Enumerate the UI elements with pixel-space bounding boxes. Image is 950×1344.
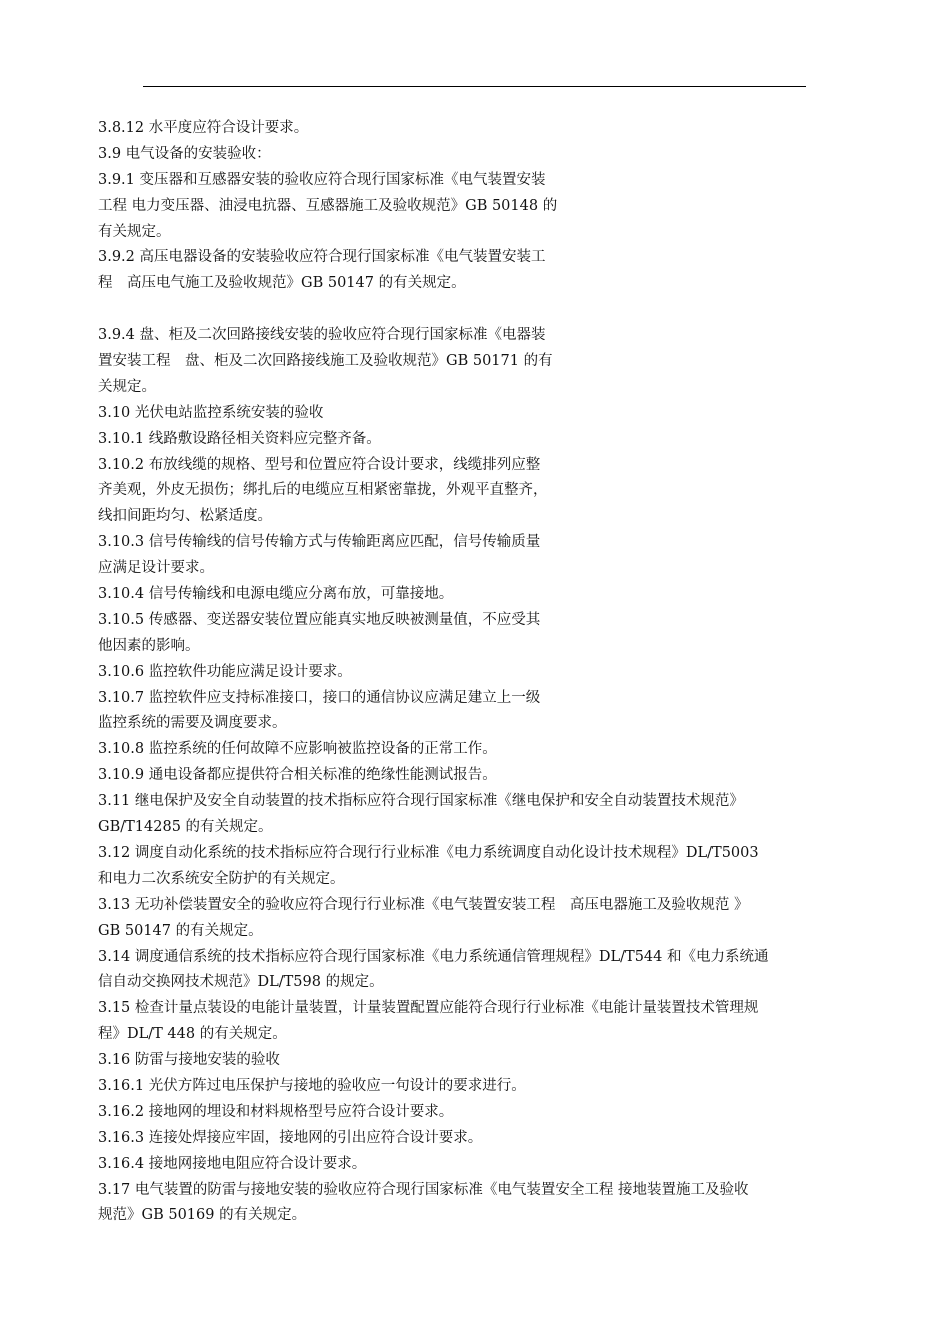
text-line: 3.8.12 水平度应符合设计要求。 [98,120,309,136]
paragraph-gap [98,297,868,323]
paragraph [98,401,868,427]
text-line: 3.10.1 线路敷设路径相关资料应完整齐备。 [98,430,381,447]
text-line: 3.10.4 信号传输线和电源电缆应分离布放，可靠接地。 [98,586,454,603]
text-line: 有关规定。 [98,223,171,240]
text-line: 3.16.3 连接处焊接应牢固，接地网的引出应符合设计要求。 [98,1129,483,1146]
paragraph [98,1048,868,1074]
text-line: GB/T14285 的有关规定。 [98,819,273,836]
text-line: 3.14 调度通信系统的技术指标应符合现行国家标准《电力系统通信管理规程》DL/T544 和《电力系统通 [98,948,769,965]
text-line: 3.13 无功补偿装置安全的验收应符合现行行业标准《电气装置安装工程 高压电器施工及验收规范 》 [98,896,749,913]
paragraph [98,1074,868,1100]
text-line: 3.16.2 接地网的埋设和材料规格型号应符合设计要求。 [98,1103,454,1120]
paragraph [98,427,868,453]
paragraph [98,737,868,763]
text-line: 他因素的影响。 [98,637,200,654]
paragraph [98,789,868,841]
text-line: 3.11 继电保护及安全自动装置的技术指标应符合现行国家标准《继电保护和安全自动装置技术规范》 [98,793,744,810]
paragraph [98,1152,868,1178]
text-line: 3.9 电气设备的安装验收： [98,145,271,162]
text-line: 3.9.2 高压电器设备的安装验收应符合现行国家标准《电气装置安装工 [98,249,546,266]
text-line: 3.9.4 盘、柜及二次回路接线安装的验收应符合现行国家标准《电器装 [98,327,546,344]
text-line: 和电力二次系统安全防护的有关规定。 [98,870,345,887]
text-line: 信自动交换网技术规范》DL/T598 的规定。 [98,974,384,991]
paragraph [98,323,868,401]
paragraph [98,660,868,686]
paragraph [98,996,868,1048]
paragraph [98,530,868,582]
paragraph [98,1126,868,1152]
text-line: 应满足设计要求。 [98,560,214,577]
paragraph [98,1100,868,1126]
text-line: 3.10.8 监控系统的任何故障不应影响被监控设备的正常工作。 [98,741,497,758]
text-line: 3.10 光伏电站监控系统安装的验收 [98,404,324,421]
text-line: 3.16.1 光伏方阵过电压保护与接地的验收应一句设计的要求进行。 [98,1077,526,1094]
text-line: 规范》GB 50169 的有关规定。 [98,1207,307,1224]
text-line: 3.17 电气装置的防雷与接地安装的验收应符合现行国家标准《电气装置安全工程 接地装置施工及验收 [98,1181,749,1198]
paragraph [98,841,868,893]
paragraph [98,945,868,997]
paragraph [98,893,868,945]
paragraph [98,582,868,608]
paragraph [98,453,868,531]
text-line: 监控系统的需要及调度要求。 [98,715,287,732]
header-rule [143,86,806,87]
paragraph [98,608,868,660]
text-line: 3.16.4 接地网接地电阻应符合设计要求。 [98,1155,367,1172]
text-line: 工程 电力变压器、油浸电抗器、互感器施工及验收规范》GB 50148 的 [98,197,558,214]
text-line: 3.10.2 布放线缆的规格、型号和位置应符合设计要求，线缆排列应整 [98,456,541,473]
text-line: 置安装工程 盘、柜及二次回路接线施工及验收规范》GB 50171 的有 [98,353,553,370]
text-line: 3.10.3 信号传输线的信号传输方式与传输距离应匹配，信号传输质量 [98,534,541,551]
paragraph [98,763,868,789]
paragraph [98,116,868,142]
text-line: 3.15 检查计量点装设的电能计量装置，计量装置配置应能符合现行行业标准《电能计量装置技术管理规 [98,1000,759,1017]
paragraph [98,168,868,246]
paragraph [98,686,868,738]
paragraph [98,142,868,168]
text-line: 3.12 调度自动化系统的技术指标应符合现行行业标准《电力系统调度自动化设计技术规程》DL/T5003 [98,844,759,861]
paragraph [98,1178,868,1230]
text-line: 齐美观，外皮无损伤；绑扎后的电缆应互相紧密靠拢，外观平直整齐， [98,482,548,499]
text-line: 3.10.6 监控软件功能应满足设计要求。 [98,663,352,680]
text-line: 3.9.1 变压器和互感器安装的验收应符合现行国家标准《电气装置安装 [98,171,546,188]
text-line: 关规定。 [98,378,156,395]
document-body [98,116,868,1229]
text-line: 线扣间距均匀、松紧适度。 [98,508,272,525]
text-line: 3.16 防雷与接地安装的验收 [98,1052,280,1069]
text-line: 3.10.9 通电设备都应提供符合相关标准的绝缘性能测试报告。 [98,767,497,784]
paragraph [98,245,868,297]
text-line: 3.10.7 监控软件应支持标准接口，接口的通信协议应满足建立上一级 [98,689,541,706]
text-line: 程 高压电气施工及验收规范》GB 50147 的有关规定。 [98,275,466,292]
text-line: 3.10.5 传感器、变送器安装位置应能真实地反映被测量值，不应受其 [98,611,541,628]
text-line: 程》DL/T 448 的有关规定。 [98,1026,287,1043]
text-line: GB 50147 的有关规定。 [98,922,263,939]
